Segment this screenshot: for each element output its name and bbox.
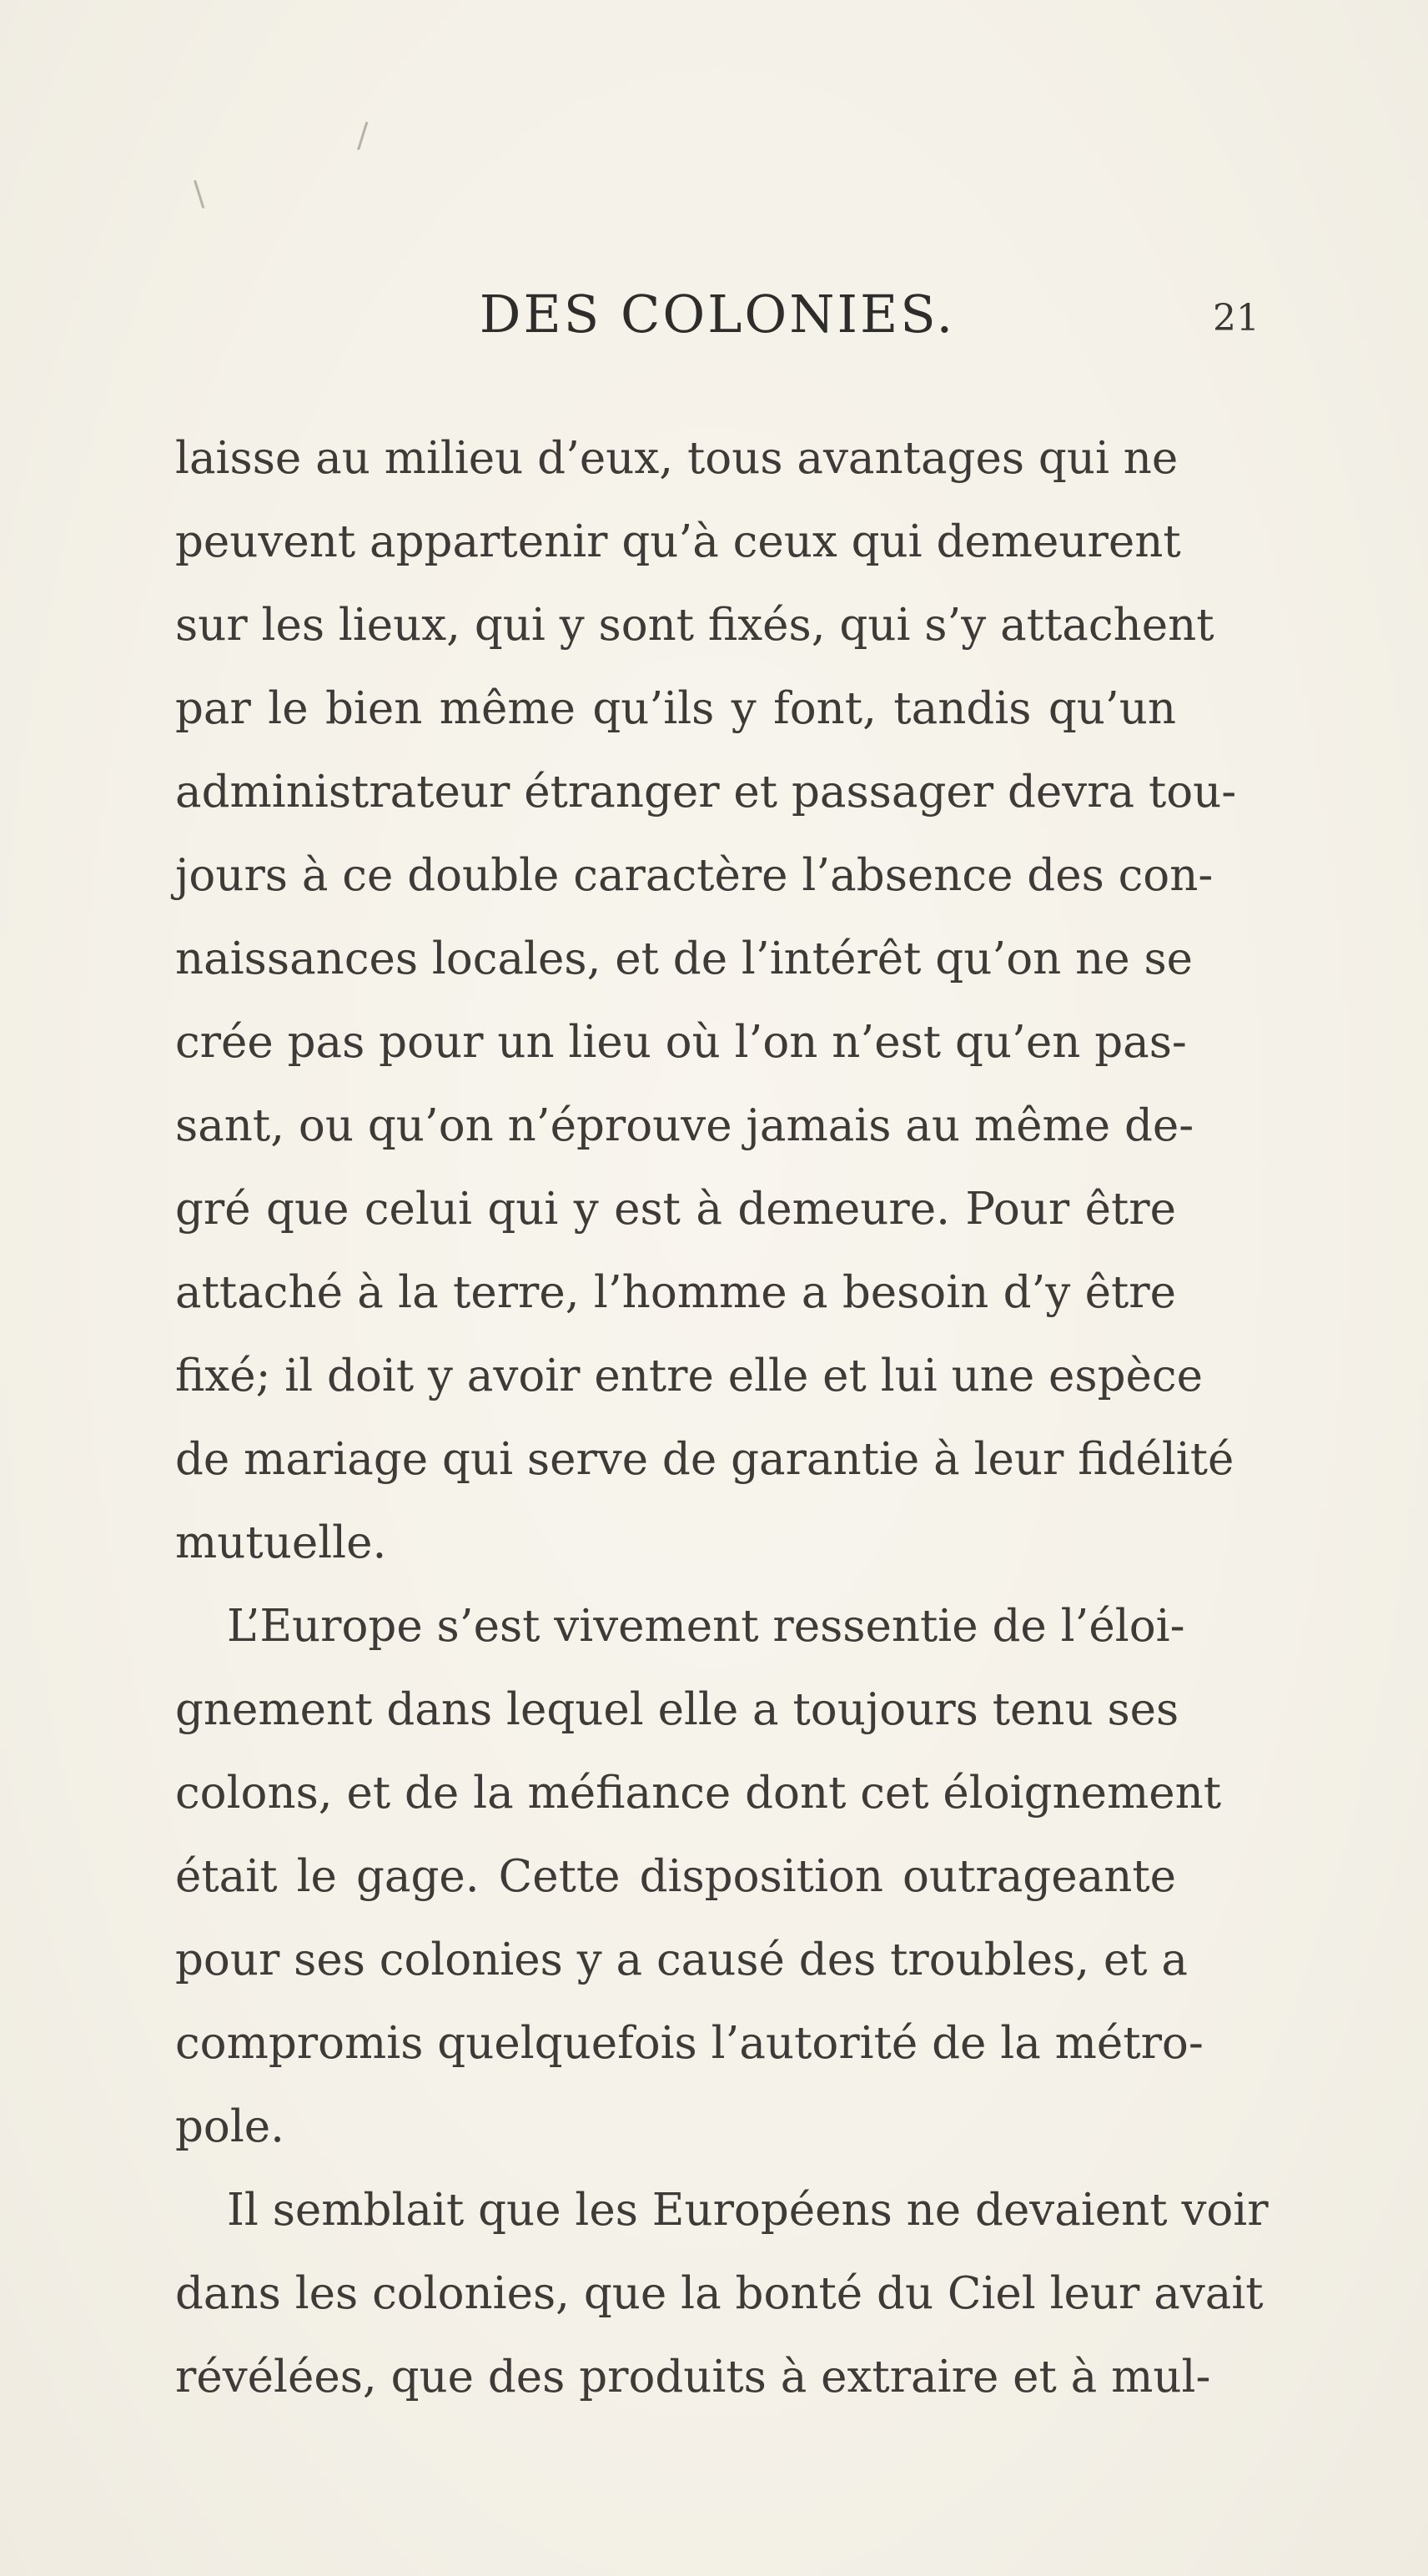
text-line: L’Europe s’est vivement ressentie de l’éloi-: [227, 1601, 1185, 1652]
page-number: 21: [1213, 297, 1260, 340]
text-line: colons, et de la méfiance dont cet éloignement: [175, 1768, 1222, 1819]
text-line: pour ses colonies y a causé des troubles, et a: [175, 1935, 1189, 1985]
text-line: pole.: [175, 2101, 284, 2152]
paper-mark: /: [357, 117, 369, 155]
text-line: révélées, que des produits à extraire et à mul-: [175, 2352, 1211, 2402]
text-line: fixé; il doit y avoir entre elle et lui une espèce: [175, 1351, 1203, 1401]
text-line: sur les lieux, qui y sont fixés, qui s’y attachent: [175, 600, 1214, 651]
text-line: laisse au milieu d’eux, tous avantages qui ne: [175, 433, 1179, 484]
text-line: compromis quelquefois l’autorité de la métro-: [175, 2018, 1204, 2069]
running-title: DES COLONIES.: [479, 284, 956, 345]
paper-mark: \: [194, 175, 205, 214]
page-header: [175, 284, 1260, 367]
body-text: [175, 417, 1269, 2419]
text-line: attaché à la terre, l’homme a besoin d’y être: [175, 1267, 1176, 1318]
text-line: était le gage. Cette disposition outrageante: [175, 1851, 1176, 1902]
text-line: Il semblait que les Européens ne devaient voir: [227, 2185, 1269, 2236]
text-line: jours à ce double caractère l’absence des con-: [175, 850, 1214, 901]
text-line: naissances locales, et de l’intérêt qu’on ne se: [175, 933, 1194, 984]
text-line: mutuelle.: [175, 1517, 387, 1568]
text-line: de mariage qui serve de garantie à leur fidélité: [175, 1434, 1234, 1485]
text-line: peuvent appartenir qu’à ceux qui demeurent: [175, 516, 1181, 567]
text-line: dans les colonies, que la bonté du Ciel leur avait: [175, 2268, 1264, 2319]
text-line: administrateur étranger et passager devra tou-: [175, 767, 1237, 818]
text-line: crée pas pour un lieu où l’on n’est qu’en pas-: [175, 1017, 1187, 1068]
text-line: sant, ou qu’on n’éprouve jamais au même de-: [175, 1100, 1194, 1151]
text-line: gré que celui qui y est à demeure. Pour être: [175, 1184, 1176, 1235]
text-line: par le bien même qu’ils y font, tandis qu’un: [175, 683, 1176, 734]
text-line: gnement dans lequel elle a toujours tenu ses: [175, 1684, 1179, 1735]
